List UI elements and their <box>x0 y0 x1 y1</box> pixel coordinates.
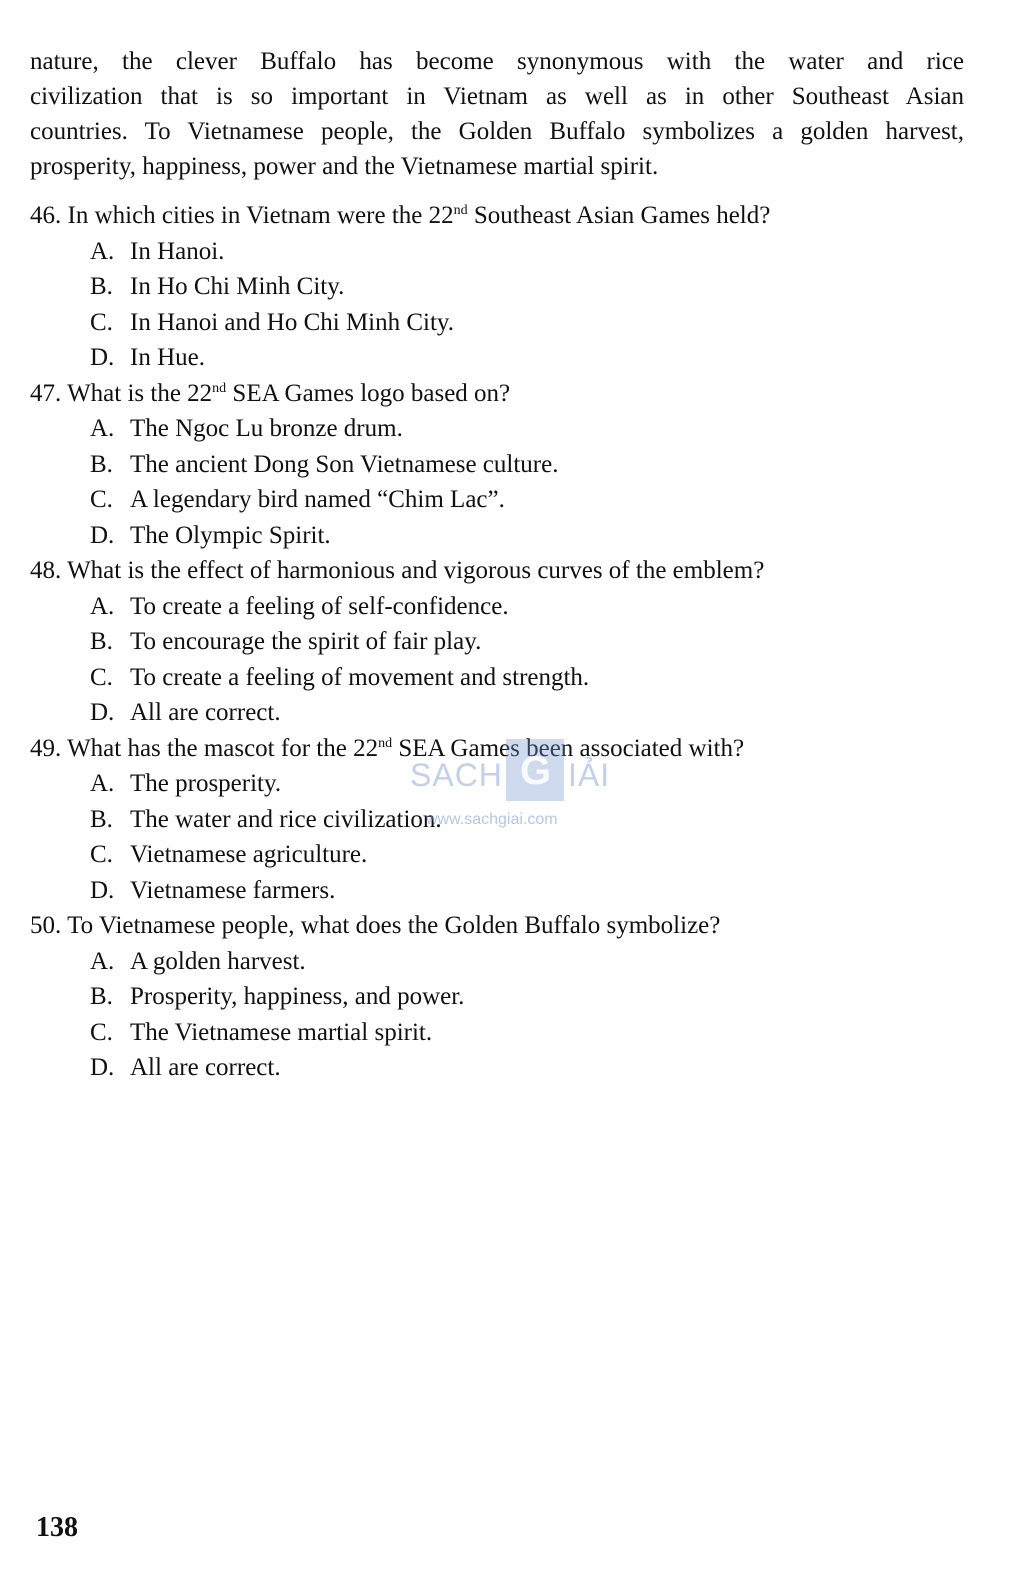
option-text: All are correct. <box>130 699 281 726</box>
option-letter: A. <box>90 415 115 442</box>
option-letter: D. <box>90 344 115 371</box>
option-c <box>90 837 990 873</box>
option-letter: C. <box>90 486 113 513</box>
option-c <box>90 482 990 518</box>
option-text: In Hanoi and Ho Chi Minh City. <box>130 308 455 336</box>
option-letter: C. <box>90 663 113 691</box>
intro-line: prosperity, happiness, power and the Vietnamese martial spirit. <box>30 153 659 180</box>
page-number: 138 <box>36 1512 78 1543</box>
option-letter: B. <box>90 450 113 478</box>
watermark-logo-letter: G <box>520 749 552 793</box>
ordinal-suffix: nd <box>212 380 227 396</box>
option-d <box>90 873 990 909</box>
option-a <box>90 411 990 447</box>
option-d <box>90 1050 990 1086</box>
question-stem <box>30 198 990 234</box>
option-text: A legendary bird named “Chim Lac”. <box>130 486 505 513</box>
ordinal-suffix: nd <box>453 203 468 218</box>
option-letter: C. <box>90 841 113 868</box>
stem-text-end: Southeast Asian Games held? <box>467 202 771 229</box>
option-b <box>90 269 545 305</box>
option-text: Vietnamese farmers. <box>130 876 336 904</box>
option-letter: B. <box>90 628 113 655</box>
option-text: In Hanoi. <box>130 237 225 265</box>
options-list <box>30 411 990 553</box>
options-list <box>30 234 970 376</box>
question-50 <box>30 908 990 1086</box>
option-b <box>90 979 990 1015</box>
option-letter: A. <box>90 592 115 620</box>
option-letter: C. <box>90 308 113 336</box>
option-c <box>90 660 990 696</box>
option-letter: C. <box>90 1018 113 1046</box>
question-number: 49. <box>30 734 62 762</box>
intro-line: countries. To Vietnamese people, the Golden Buffalo symbolizes a golden harvest, <box>30 118 964 145</box>
stem-text: What is the 22 <box>67 379 213 407</box>
option-a <box>90 944 990 980</box>
option-letter: D. <box>90 699 115 726</box>
option-c <box>90 305 545 341</box>
option-letter: D. <box>90 521 115 549</box>
options-list <box>30 589 990 731</box>
stem-text: To Vietnamese people, what does the Golden Buffalo symbolize? <box>67 912 721 939</box>
option-b <box>90 802 990 838</box>
option-b <box>90 447 990 483</box>
option-text: To encourage the spirit of fair play. <box>130 628 482 655</box>
option-a <box>90 234 545 270</box>
option-text: The prosperity. <box>130 770 282 797</box>
option-a <box>90 766 990 802</box>
watermark-text-left: SACH <box>410 757 503 793</box>
option-text: The Vietnamese martial spirit. <box>130 1018 433 1046</box>
question-stem <box>30 553 990 589</box>
option-d <box>90 340 545 376</box>
question-number: 50. <box>30 912 62 939</box>
option-text: Vietnamese agriculture. <box>130 841 368 868</box>
question-46 <box>30 198 990 376</box>
option-text: The ancient Dong Son Vietnamese culture. <box>130 450 559 478</box>
question-49 <box>30 731 990 909</box>
question-47 <box>30 376 990 554</box>
option-d <box>90 695 990 731</box>
option-text: In Ho Chi Minh City. <box>130 273 345 300</box>
stem-text-end: SEA Games logo based on? <box>226 379 511 407</box>
intro-line: nature, the clever Buffalo has become synonymous with the water and rice <box>30 48 964 75</box>
question-list <box>30 198 990 1086</box>
option-c <box>90 1015 990 1051</box>
stem-text: In which cities in Vietnam were the 22 <box>67 202 454 229</box>
option-letter: A. <box>90 237 115 265</box>
stem-text: What has the mascot for the 22 <box>67 734 379 762</box>
option-text: To create a feeling of movement and strength. <box>130 663 590 691</box>
intro-paragraph <box>30 44 964 184</box>
option-letter: A. <box>90 770 115 797</box>
option-letter: D. <box>90 1054 115 1081</box>
question-48 <box>30 553 990 731</box>
option-letter: D. <box>90 876 115 904</box>
option-letter: B. <box>90 273 113 300</box>
option-b <box>90 624 990 660</box>
question-stem <box>30 376 990 412</box>
option-letter: B. <box>90 983 113 1010</box>
option-text: The Ngoc Lu bronze drum. <box>130 415 403 442</box>
stem-text-end: SEA Games been associated with? <box>392 734 745 762</box>
option-text: In Hue. <box>130 344 205 371</box>
question-number: 48. <box>30 557 62 584</box>
option-text: To create a feeling of self-confidence. <box>130 592 509 620</box>
options-list <box>30 766 990 908</box>
question-stem <box>30 908 990 944</box>
question-stem <box>30 731 990 767</box>
watermark-text-right: IẢI <box>568 757 611 793</box>
option-text: All are correct. <box>130 1054 281 1081</box>
option-d <box>90 518 990 554</box>
intro-line: civilization that is so important in Vietnam as well as in other Southeast Asian <box>30 83 964 110</box>
option-text: The Olympic Spirit. <box>130 521 331 549</box>
ordinal-suffix: nd <box>378 735 393 751</box>
question-number: 47. <box>30 379 62 407</box>
option-letter: A. <box>90 947 115 975</box>
question-number: 46. <box>30 202 62 229</box>
option-text: Prosperity, happiness, and power. <box>130 983 465 1010</box>
option-letter: B. <box>90 805 113 833</box>
watermark-url: www.sachgiai.com <box>426 811 558 828</box>
option-text: A golden harvest. <box>130 947 306 975</box>
options-list <box>30 944 990 1086</box>
option-a <box>90 589 990 625</box>
stem-text: What is the effect of harmonious and vigorous curves of the emblem? <box>67 557 765 584</box>
option-text: The water and rice civilization. <box>130 805 442 833</box>
